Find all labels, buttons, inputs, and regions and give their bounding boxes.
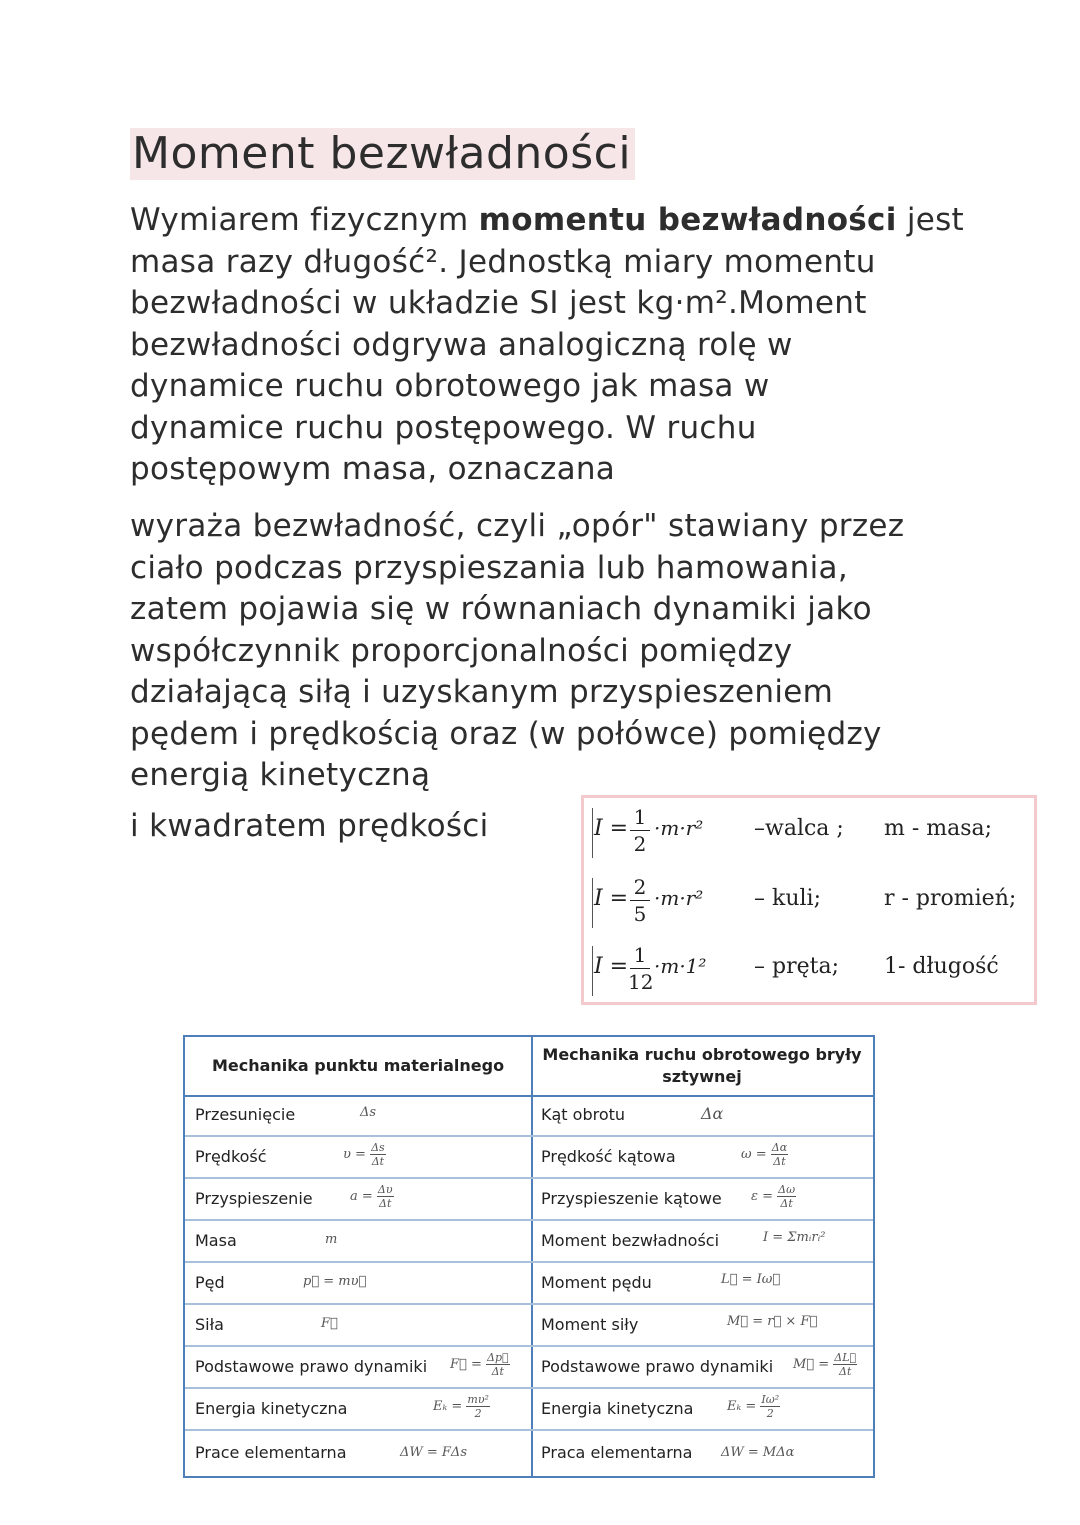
row-formula: M⃗ = r⃗ × F⃗: [727, 1314, 818, 1329]
denominator: 2: [633, 832, 647, 856]
row-label: Podstawowe prawo dynamiki: [195, 1357, 428, 1376]
text-line: bezwładności w układzie SI jest kg·m².Moment: [130, 285, 867, 321]
formula-prefix: Eₖ =: [727, 1399, 757, 1414]
text-line: dynamice ruchu postępowego. W ruchu: [130, 409, 757, 446]
row-formula: ΔW = MΔα: [721, 1445, 795, 1460]
formula-prefix: ε =: [751, 1189, 774, 1204]
numerator: Δυ: [377, 1183, 393, 1196]
text-cursor: [592, 946, 593, 996]
comparison-table: [183, 1035, 875, 1478]
formula-rest: ·m·r²: [654, 886, 704, 910]
row-formula: [741, 1141, 788, 1168]
row-formula: ΔW = FΔs: [400, 1445, 467, 1460]
row-formula: [343, 1141, 386, 1168]
row-label: Prace elementarna: [195, 1443, 347, 1462]
row-label: Przesunięcie: [195, 1105, 296, 1124]
text-line: dynamice ruchu obrotowego jak masa w: [130, 368, 770, 404]
formula-prefix: Eₖ =: [433, 1399, 463, 1414]
formula-name: – kuli;: [754, 886, 821, 911]
table-row: [531, 1431, 873, 1473]
text-line: postępowym masa, oznaczana: [130, 451, 616, 487]
text-line: [130, 200, 1030, 242]
row-label: Praca elementarna: [541, 1443, 693, 1462]
fraction: [377, 1183, 394, 1210]
text-line: masa razy długość². Jednostką miary momentu: [130, 243, 876, 280]
formula-lhs: I =: [594, 954, 629, 979]
fraction: [833, 1351, 857, 1378]
fraction: [628, 804, 652, 857]
denominator: Δt: [379, 1197, 392, 1210]
row-label: Kąt obrotu: [541, 1105, 626, 1124]
formula-prefix: ω =: [741, 1147, 767, 1162]
table-row: [531, 1095, 873, 1137]
row-formula: [793, 1351, 857, 1378]
text-line: energią kinetyczną: [130, 757, 431, 793]
table-row: [531, 1389, 873, 1431]
row-label: Energia kinetyczna: [195, 1399, 348, 1418]
formula-rod: [594, 942, 1034, 1002]
fraction: [370, 1141, 386, 1168]
numerator: Iω²: [761, 1393, 780, 1406]
numerator: mυ²: [467, 1393, 489, 1406]
formula-prefix: υ =: [343, 1147, 366, 1162]
denominator: 2: [766, 1407, 774, 1420]
table-header: Mechanika ruchu obrotowego bryły sztywnej: [531, 1037, 873, 1097]
formula-prefix: M⃗ =: [793, 1357, 830, 1372]
table-row: [185, 1389, 531, 1431]
row-formula: [350, 1183, 394, 1210]
fraction: [777, 1183, 796, 1210]
row-formula: I = Σmᵢrᵢ²: [763, 1230, 826, 1245]
row-formula: Δα: [701, 1104, 724, 1123]
formula-rest: ·m·r²: [654, 816, 704, 840]
page-title: Moment bezwładności: [130, 128, 635, 180]
symbol-legend: r - promień;: [884, 886, 1017, 911]
denominator: 12: [628, 970, 654, 994]
row-formula: L⃗ = Iω⃗: [721, 1272, 781, 1287]
table-row: [185, 1137, 531, 1179]
row-label: Prędkość: [195, 1147, 267, 1166]
formula-cylinder: [594, 804, 1034, 864]
table-header: Mechanika punktu materialnego: [185, 1037, 531, 1097]
row-formula: [450, 1351, 510, 1378]
text-cursor: [592, 878, 593, 928]
text-line: ciało podczas przyspieszania lub hamowania,: [130, 549, 848, 586]
row-formula: [433, 1393, 490, 1420]
symbol-legend: m - masa;: [884, 816, 993, 841]
denominator: Δt: [491, 1365, 504, 1378]
fraction: [486, 1351, 510, 1378]
row-label: Przyspieszenie kątowe: [541, 1189, 722, 1208]
fraction: [760, 1393, 780, 1420]
row-label: Przyspieszenie: [195, 1189, 313, 1208]
text-span: jest: [896, 202, 965, 238]
row-label: Siła: [195, 1315, 224, 1334]
row-label: Masa: [195, 1231, 237, 1250]
numerator: Δω: [778, 1183, 796, 1196]
table-column-rigid-body: [531, 1037, 873, 1476]
table-row: [185, 1431, 531, 1473]
numerator: Δs: [371, 1141, 385, 1154]
formula-lhs: I =: [594, 816, 629, 841]
table-row: [185, 1347, 531, 1389]
text-line: bezwładności odgrywa analogiczną rolę w: [130, 326, 793, 363]
row-label: Podstawowe prawo dynamiki: [541, 1357, 774, 1376]
bold-term: momentu bezwładności: [478, 202, 897, 238]
table-row: [531, 1137, 873, 1179]
row-formula: [751, 1183, 796, 1210]
row-label: Prędkość kątowa: [541, 1147, 676, 1166]
text-line-last: i kwadratem prędkości: [130, 808, 489, 844]
row-label: Pęd: [195, 1273, 225, 1292]
text-line: zatem pojawia się w równaniach dynamiki jako: [130, 591, 872, 627]
formula-box: [581, 795, 1037, 1005]
numerator: 2: [633, 875, 647, 899]
formula-name: – pręta;: [754, 954, 839, 979]
table-row: [185, 1179, 531, 1221]
denominator: Δt: [773, 1155, 786, 1168]
row-formula: [727, 1393, 780, 1420]
denominator: 2: [474, 1407, 482, 1420]
text-line: pędem i prędkością oraz (w połówce) pomiędzy: [130, 715, 882, 752]
numerator: Δp⃗: [487, 1351, 509, 1364]
numerator: ΔL⃗: [834, 1351, 857, 1364]
table-row: [531, 1263, 873, 1305]
symbol-legend: 1- długość: [884, 954, 999, 979]
table-row: [185, 1305, 531, 1347]
row-label: Energia kinetyczna: [541, 1399, 694, 1418]
text-line: współczynnik proporcjonalności pomiędzy: [130, 632, 793, 669]
text-span: Wymiarem fizycznym: [130, 202, 479, 238]
denominator: Δt: [371, 1155, 385, 1168]
paragraph-definition: [130, 200, 1030, 491]
text-cursor: [592, 808, 593, 858]
table-row: [531, 1305, 873, 1347]
denominator: Δt: [839, 1365, 852, 1378]
row-label: Moment bezwładności: [541, 1231, 720, 1250]
row-formula: F⃗: [321, 1316, 338, 1331]
table-row: [531, 1179, 873, 1221]
numerator: Δα: [771, 1141, 788, 1154]
denominator: Δt: [780, 1197, 793, 1210]
numerator: 1: [633, 943, 647, 967]
fraction: [466, 1393, 490, 1420]
text-line: działającą siłą i uzyskanym przyspieszeniem: [130, 674, 834, 710]
formula-prefix: a =: [350, 1189, 373, 1204]
row-formula: p⃗ = mυ⃗: [303, 1274, 367, 1289]
table-row: [185, 1221, 531, 1263]
table-row: [531, 1221, 873, 1263]
fraction: [771, 1141, 788, 1168]
table-column-point-mechanics: [185, 1037, 533, 1476]
formula-prefix: F⃗ =: [450, 1357, 482, 1372]
formula-lhs: I =: [594, 886, 629, 911]
row-formula: m: [325, 1232, 338, 1247]
formula-sphere: [594, 874, 1034, 934]
table-row: [185, 1263, 531, 1305]
denominator: 5: [633, 902, 647, 926]
formula-rest: ·m·1²: [654, 954, 707, 978]
table-row: [531, 1347, 873, 1389]
text-line: wyraża bezwładność, czyli „opór" stawiany przez: [130, 508, 905, 544]
table-row: [185, 1095, 531, 1137]
row-label: Moment pędu: [541, 1273, 652, 1292]
formula-name: –walca ;: [754, 816, 844, 841]
row-formula: Δs: [360, 1105, 377, 1120]
fraction: [628, 942, 652, 995]
numerator: 1: [633, 805, 647, 829]
paragraph-explanation: [130, 506, 1030, 797]
fraction: [628, 874, 652, 927]
row-label: Moment siły: [541, 1315, 639, 1334]
